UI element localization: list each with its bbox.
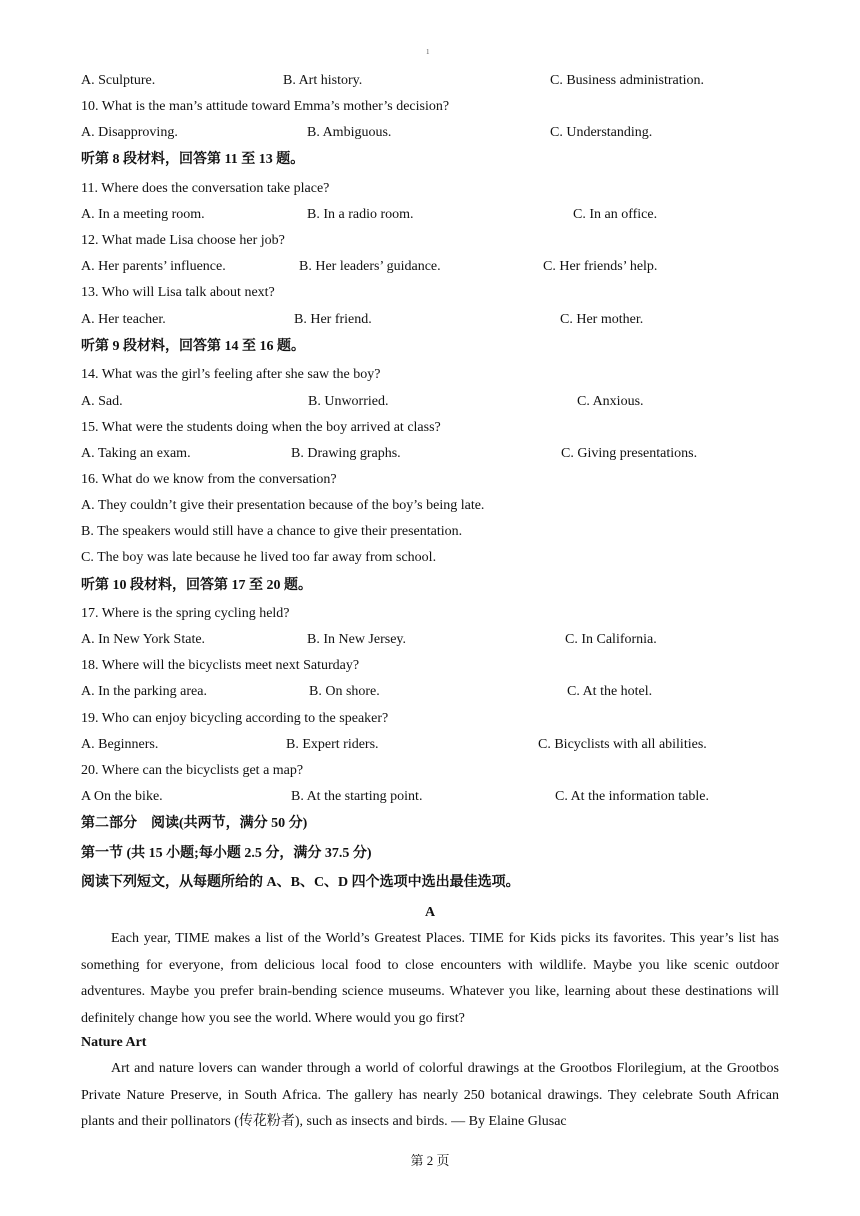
page-number: 第 2 页 <box>410 1153 450 1168</box>
q13-option-a: A. Her teacher. <box>81 312 166 327</box>
q9-option-b: B. Art history. <box>283 73 363 88</box>
q14-question: 14. What was the girl’s feeling after she saw the boy? <box>81 367 381 382</box>
reading-instruction: 阅读下列短文，从每题所给的 A、B、C、D 四个选项中选出最佳选项。 <box>81 875 520 890</box>
q12-question: 12. What made Lisa choose her job? <box>81 233 285 248</box>
q19-option-b: B. Expert riders. <box>286 737 379 752</box>
q17-option-c: C. In California. <box>565 632 657 647</box>
q18-option-a: A. In the parking area. <box>81 684 207 699</box>
q9-option-a: A. Sculpture. <box>81 73 156 88</box>
q11-question: 11. Where does the conversation take place? <box>81 181 330 196</box>
passage-paragraph-2: Art and nature lovers can wander through a world of colorful drawings at the Grootbos Florilegium, at the Grootbos Private Nature Preserve, in South Africa. The gallery has nearly 250 botanical drawings. They celebrate South African plants and their pollinators (传花粉者), such as insects and birds. — By Elaine Glusac <box>81 1061 779 1129</box>
q20-question: 20. Where can the bicyclists get a map? <box>81 763 304 778</box>
q15-question: 15. What were the students doing when the boy arrived at class? <box>81 420 441 435</box>
q14-option-a: A. Sad. <box>81 394 123 409</box>
passage-paragraph-1: Each year, TIME makes a list of the World’s Greatest Places. TIME for Kids picks its favorites. This year’s list has something for everyone, from delicious local food to close encounters with wildlife. Maybe you like scenic outdoor adventures. Maybe you prefer brain-bending science museums. Whatever you like, learning about these destinations will definitely change how you see the world. Where would you go first? <box>81 931 779 1026</box>
q16-question: 16. What do we know from the conversation? <box>81 472 337 487</box>
q20-option-b: B. At the starting point. <box>291 789 423 804</box>
q18-option-b: B. On shore. <box>309 684 380 699</box>
q11-option-c: C. In an office. <box>573 207 658 222</box>
q14-option-c: C. Anxious. <box>577 394 644 409</box>
q12-option-b: B. Her leaders’ guidance. <box>299 259 441 274</box>
q14-option-b: B. Unworried. <box>308 394 389 409</box>
passage-label: A <box>424 905 436 920</box>
q18-option-c: C. At the hotel. <box>567 684 653 699</box>
part-2-title: 第二部分 阅读(共两节，满分 50 分) <box>81 816 308 831</box>
q13-option-b: B. Her friend. <box>294 312 372 327</box>
q17-question: 17. Where is the spring cycling held? <box>81 606 290 621</box>
q15-option-c: C. Giving presentations. <box>561 446 698 461</box>
q18-question: 18. Where will the bicyclists meet next Saturday? <box>81 658 360 673</box>
q10-option-a: A. Disapproving. <box>81 125 178 140</box>
q15-option-a: A. Taking an exam. <box>81 446 191 461</box>
q16-option-c: C. The boy was late because he lived too far away from school. <box>81 550 437 565</box>
section-10-heading: 听第 10 段材料，回答第 17 至 20 题。 <box>81 578 312 593</box>
q10-question: 10. What is the man’s attitude toward Emma’s mother’s decision? <box>81 99 450 114</box>
q20-option-a: A On the bike. <box>81 789 163 804</box>
q16-option-b: B. The speakers would still have a chance to give their presentation. <box>81 524 463 539</box>
q17-option-a: A. In New York State. <box>81 632 206 647</box>
q12-option-a: A. Her parents’ influence. <box>81 259 226 274</box>
q9-option-c: C. Business administration. <box>550 73 704 88</box>
q10-option-b: B. Ambiguous. <box>307 125 392 140</box>
section-9-heading: 听第 9 段材料，回答第 14 至 16 题。 <box>81 339 305 354</box>
passage-subheading: Nature Art <box>81 1035 147 1050</box>
q19-question: 19. Who can enjoy bicycling according to the speaker? <box>81 711 389 726</box>
section-8-heading: 听第 8 段材料，回答第 11 至 13 题。 <box>81 152 305 167</box>
q11-option-b: B. In a radio room. <box>307 207 414 222</box>
q16-option-a: A. They couldn’t give their presentation because of the boy’s being late. <box>81 498 485 513</box>
q19-option-a: A. Beginners. <box>81 737 159 752</box>
q13-question: 13. Who will Lisa talk about next? <box>81 285 275 300</box>
q13-option-c: C. Her mother. <box>560 312 644 327</box>
q15-option-b: B. Drawing graphs. <box>291 446 401 461</box>
section-1-title: 第一节 (共 15 小题;每小题 2.5 分，满分 37.5 分) <box>81 846 372 861</box>
q20-option-c: C. At the information table. <box>555 789 709 804</box>
header-mark: 1 <box>426 48 430 56</box>
q10-option-c: C. Understanding. <box>550 125 653 140</box>
q19-option-c: C. Bicyclists with all abilities. <box>538 737 707 752</box>
q17-option-b: B. In New Jersey. <box>307 632 407 647</box>
q11-option-a: A. In a meeting room. <box>81 207 205 222</box>
q12-option-c: C. Her friends’ help. <box>543 259 658 274</box>
